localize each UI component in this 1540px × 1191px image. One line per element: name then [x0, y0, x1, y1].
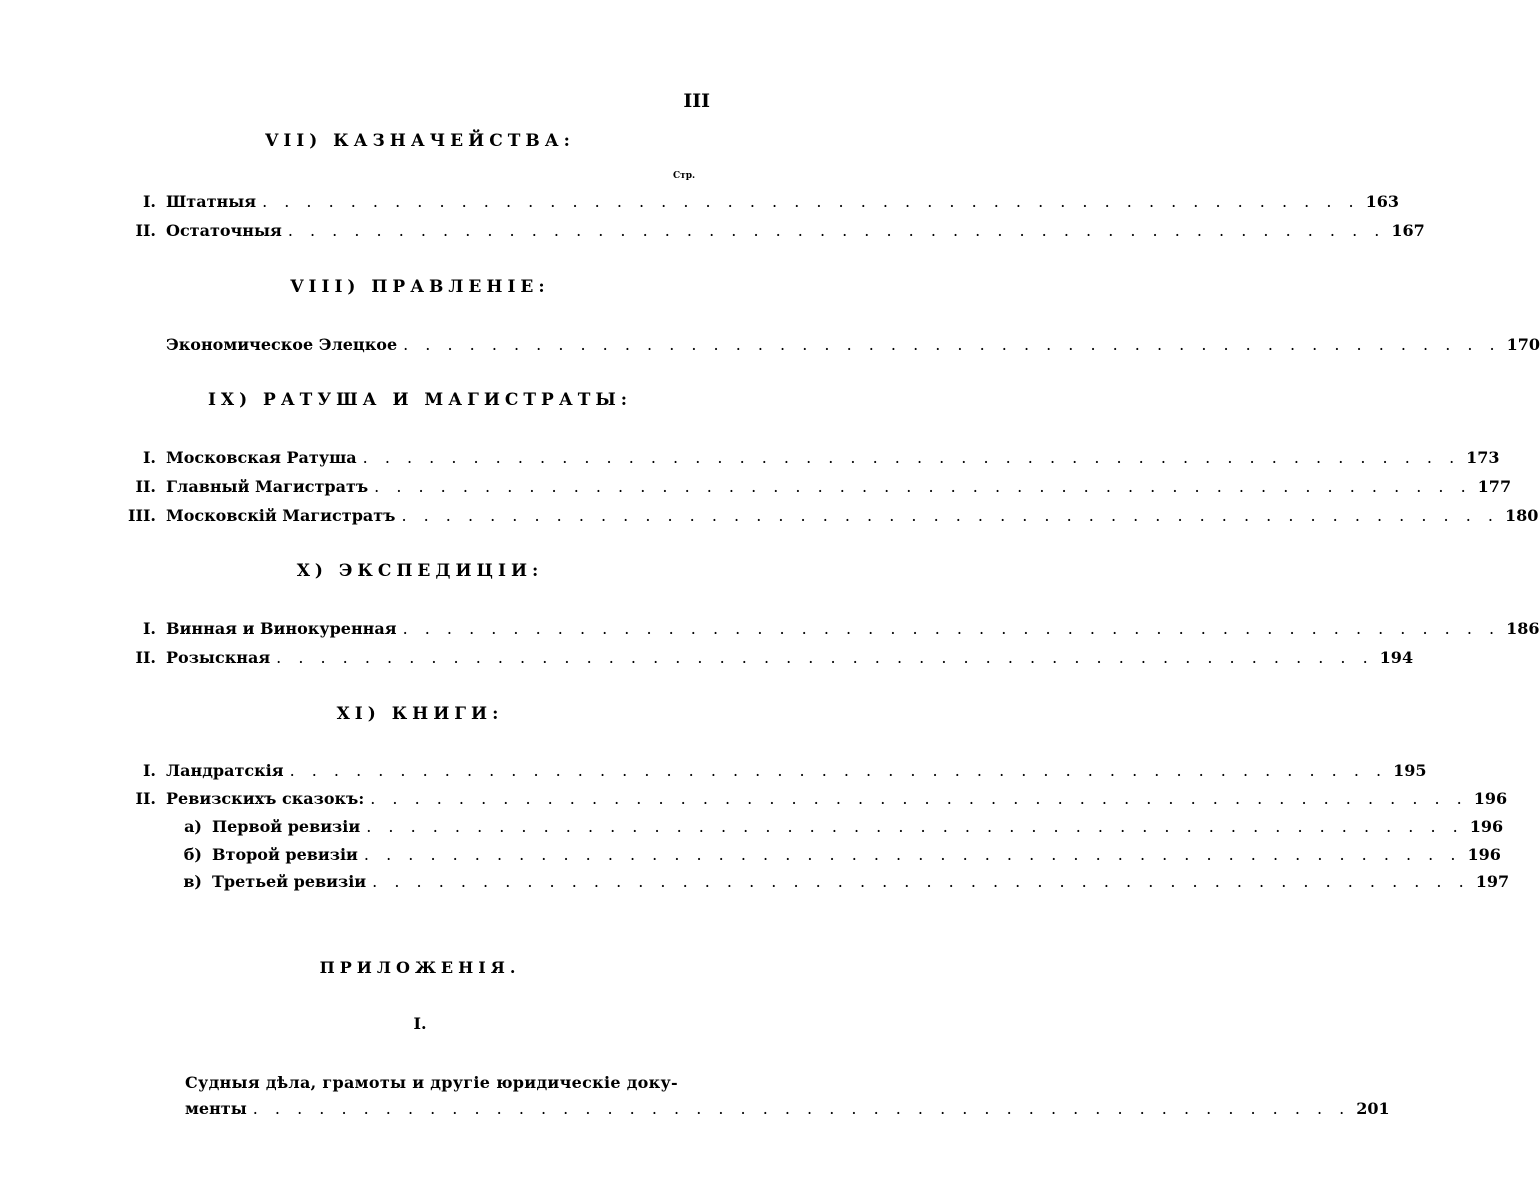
appendix-numeral: I. — [413, 1014, 427, 1033]
entry-number: I. — [142, 192, 156, 211]
entry-page: 180 — [1504, 506, 1539, 525]
entry-label: Ландратскія — [166, 761, 284, 780]
section-heading-7: VII) КАЗНАЧЕЙСТВА: — [265, 131, 575, 151]
section-heading-9: IX) РАТУША И МАГИСТРАТЫ: — [207, 390, 633, 410]
entry-label: Остаточныя — [166, 221, 282, 240]
entry-label: Ревизскихъ сказокъ: — [166, 789, 365, 808]
entry-page: 196 — [1467, 845, 1501, 864]
appendix-heading: ПРИЛОЖЕНІЯ. — [319, 958, 521, 977]
entry-page: 196 — [1469, 817, 1504, 836]
dot-leader: . . . . . . . . . . . . . . . . . . . . . . . . . . . . . . . . . . . . . . . . . . . . . . . . . . — [366, 817, 1464, 836]
entry-page: 197 — [1475, 872, 1510, 891]
entry-number: II. — [135, 789, 156, 808]
entry-number: II. — [135, 221, 156, 240]
entry-label: Второй ревизіи — [212, 845, 358, 864]
entry-page: 177 — [1477, 477, 1512, 496]
entry-label: Главный Магистратъ — [166, 477, 369, 496]
entry-label: Винная и Винокуренная — [166, 619, 397, 638]
dot-leader: . . . . . . . . . . . . . . . . . . . . . . . . . . . . . . . . . . . . . . . . . . . . . . . . . . — [276, 648, 1374, 667]
toc-entry — [100, 789, 1508, 811]
entry-label: Первой ревизіи — [212, 817, 361, 836]
dot-leader: . . . . . . . . . . . . . . . . . . . . . . . . . . . . . . . . . . . . . . . . . . . . . . . . . . — [370, 789, 1468, 808]
entry-label: Экономическое Элецкое — [166, 335, 398, 354]
entry-number: I. — [142, 448, 156, 467]
entry-page: 170 — [1506, 335, 1540, 354]
entry-page: 173 — [1466, 448, 1500, 467]
dot-leader: . . . . . . . . . . . . . . . . . . . . . . . . . . . . . . . . . . . . . . . . . . . . . . . . . . — [362, 448, 1461, 467]
entry-page: 167 — [1391, 221, 1425, 240]
page-number: III — [683, 90, 710, 112]
toc-subentry — [180, 872, 1510, 894]
entry-page: 195 — [1393, 761, 1427, 780]
entry-page: 194 — [1379, 648, 1414, 667]
dot-leader: . . . . . . . . . . . . . . . . . . . . . . . . . . . . . . . . . . . . . . . . . . . . . . . . . . — [262, 192, 1360, 211]
entry-label: Розыскная — [166, 648, 271, 667]
entry-number: а) — [184, 817, 202, 836]
toc-entry — [100, 221, 1425, 243]
dot-leader: . . . . . . . . . . . . . . . . . . . . . . . . . . . . . . . . . . . . . . . . . . . . . . . . . . — [287, 221, 1386, 240]
appendix-page: 201 — [1356, 1099, 1390, 1118]
entry-number: III. — [127, 506, 156, 525]
section-heading-11: XI) КНИГИ: — [336, 704, 504, 724]
appendix-text-line1: Судныя дѣла, грамоты и другіе юридическіе доку- — [185, 1073, 678, 1092]
dot-leader: . . . . . . . . . . . . . . . . . . . . . . . . . . . . . . . . . . . . . . . . . . . . . . . . . . — [372, 872, 1470, 891]
entry-number: I. — [142, 761, 156, 780]
entry-label: Московская Ратуша — [166, 448, 357, 467]
toc-subentry — [180, 845, 1501, 867]
dot-leader: . . . . . . . . . . . . . . . . . . . . . . . . . . . . . . . . . . . . . . . . . . . . . . . . . . — [252, 1099, 1351, 1118]
section-heading-8: VIII) ПРАВЛЕНІЕ: — [290, 277, 550, 297]
entry-number: в) — [183, 872, 202, 891]
toc-entry — [100, 477, 1512, 499]
toc-entry — [100, 648, 1414, 670]
entry-page: 196 — [1473, 789, 1508, 808]
entry-label: Московскій Магистратъ — [166, 506, 396, 525]
toc-subentry — [180, 817, 1504, 839]
dot-leader: . . . . . . . . . . . . . . . . . . . . . . . . . . . . . . . . . . . . . . . . . . . . . . . . . . — [363, 845, 1462, 864]
column-label-page: Стр. — [673, 171, 696, 181]
appendix-text-line2: менты — [185, 1099, 247, 1118]
toc-entry — [100, 448, 1500, 470]
toc-entry — [100, 192, 1399, 214]
dot-leader: . . . . . . . . . . . . . . . . . . . . . . . . . . . . . . . . . . . . . . . . . . . . . . . . . . — [289, 761, 1388, 780]
dot-leader: . . . . . . . . . . . . . . . . . . . . . . . . . . . . . . . . . . . . . . . . . . . . . . . . . . — [402, 619, 1501, 638]
entry-number: II. — [135, 648, 156, 667]
entry-page: 163 — [1365, 192, 1399, 211]
toc-entry — [100, 761, 1427, 783]
entry-page: 186 — [1506, 619, 1540, 638]
dot-leader: . . . . . . . . . . . . . . . . . . . . . . . . . . . . . . . . . . . . . . . . . . . . . . . . . . — [403, 335, 1501, 354]
dot-leader: . . . . . . . . . . . . . . . . . . . . . . . . . . . . . . . . . . . . . . . . . . . . . . . . . . — [374, 477, 1472, 496]
toc-entry — [100, 619, 1540, 641]
appendix-entry — [185, 1070, 1390, 1122]
section-heading-10: X) ЭКСПЕДИЦІИ: — [296, 561, 544, 581]
entry-label: Третьей ревизіи — [212, 872, 367, 891]
entry-number: б) — [183, 845, 202, 864]
entry-number: II. — [135, 477, 156, 496]
dot-leader: . . . . . . . . . . . . . . . . . . . . . . . . . . . . . . . . . . . . . . . . . . . . . . . . . . — [401, 506, 1499, 525]
appendix-text-line2-row — [185, 1096, 1390, 1122]
entry-label: Штатныя — [166, 192, 257, 211]
toc-entry — [166, 335, 1540, 357]
toc-entry — [100, 506, 1539, 528]
entry-number: I. — [142, 619, 156, 638]
